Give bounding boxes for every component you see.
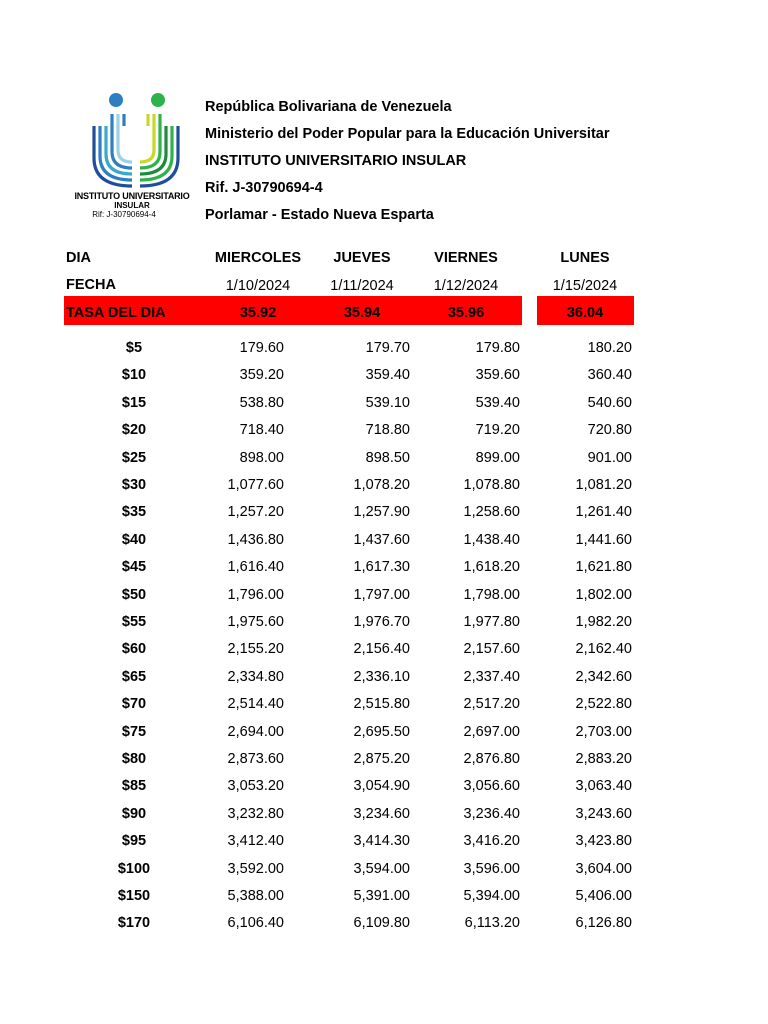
value-cell: 2,517.20 (463, 696, 520, 713)
dia-label: DIA (66, 250, 91, 266)
value-cell: 1,798.00 (463, 586, 520, 603)
value-cell: 6,113.20 (464, 915, 520, 932)
table-row (0, 635, 768, 662)
amount-cell: $95 (121, 833, 147, 850)
table-row (0, 444, 768, 471)
value-cell: 1,616.40 (227, 559, 284, 576)
rate-cell: 35.92 (239, 305, 277, 321)
logo-text-institute: INSTITUTO UNIVERSITARIO (74, 191, 190, 201)
value-cell: 5,394.00 (463, 888, 520, 904)
date-cell: 1/15/2024 (552, 278, 618, 294)
value-cell: 3,412.40 (227, 833, 284, 850)
amount-cell: $90 (121, 805, 147, 822)
value-cell: 3,234.60 (353, 805, 410, 822)
table-row (0, 718, 768, 745)
value-cell: 1,257.20 (227, 504, 284, 521)
amount-cell: $55 (121, 614, 147, 630)
table-row (0, 855, 768, 882)
value-cell: 2,697.00 (463, 723, 520, 740)
table-row (0, 361, 768, 388)
table-row (0, 827, 768, 854)
value-cell: 898.00 (239, 449, 284, 466)
value-cell: 1,078.80 (463, 477, 520, 493)
value-cell: 6,109.80 (353, 915, 410, 932)
value-cell: 3,423.80 (575, 833, 632, 850)
logo-text-insular: INSULAR (114, 201, 150, 210)
value-cell: 718.80 (365, 422, 410, 439)
value-cell: 3,592.00 (227, 860, 284, 877)
value-cell: 179.80 (475, 340, 520, 356)
amount-cell: $100 (117, 860, 151, 877)
fecha-label: FECHA (66, 277, 116, 293)
value-cell: 359.40 (365, 367, 410, 384)
table-row (0, 772, 768, 799)
value-cell: 1,081.20 (575, 477, 632, 493)
value-cell: 2,695.50 (353, 723, 410, 740)
header-republic: República Bolivariana de Venezuela (205, 99, 452, 115)
amount-cell: $40 (121, 531, 147, 548)
value-cell: 3,053.20 (227, 778, 284, 795)
table-row (0, 389, 768, 416)
value-cell: 359.60 (475, 367, 520, 384)
value-cell: 3,056.60 (463, 778, 520, 795)
table-row (0, 471, 768, 498)
amount-cell: $85 (121, 778, 147, 795)
value-cell: 6,126.80 (575, 915, 632, 932)
table-row (0, 498, 768, 525)
value-cell: 2,342.60 (575, 668, 632, 685)
table-row (0, 416, 768, 443)
amount-cell: $45 (121, 559, 147, 576)
value-cell: 719.20 (475, 422, 520, 439)
table-row (0, 882, 768, 909)
value-cell: 1,796.00 (227, 586, 284, 603)
day-heading: VIERNES (434, 250, 498, 266)
value-cell: 3,604.00 (575, 860, 632, 877)
value-cell: 2,515.80 (353, 696, 410, 713)
value-cell: 539.40 (475, 394, 520, 411)
table-row (0, 909, 768, 936)
value-cell: 720.80 (587, 422, 632, 439)
value-cell: 2,336.10 (353, 668, 410, 685)
amount-cell: $25 (121, 449, 147, 466)
value-cell: 180.20 (587, 340, 632, 356)
amount-cell: $35 (121, 504, 147, 521)
amount-cell: $75 (121, 723, 147, 740)
table-row (0, 553, 768, 580)
tasa-label: TASA DEL DIA (66, 305, 166, 321)
amount-cell: $50 (121, 586, 147, 603)
value-cell: 1,617.30 (353, 559, 410, 576)
value-cell: 179.70 (365, 340, 410, 356)
value-cell: 3,596.00 (463, 860, 520, 877)
value-cell: 359.20 (239, 367, 284, 384)
value-cell: 2,703.00 (575, 723, 632, 740)
header-rif: Rif. J-30790694-4 (205, 180, 323, 196)
table-row (0, 690, 768, 717)
value-cell: 1,975.60 (227, 614, 284, 630)
table-row (0, 334, 768, 361)
value-cell: 1,802.00 (575, 586, 632, 603)
day-heading: JUEVES (333, 250, 391, 266)
value-cell: 2,883.20 (575, 751, 632, 767)
value-cell: 2,514.40 (227, 696, 284, 713)
amount-cell: $80 (121, 751, 147, 767)
value-cell: 360.40 (587, 367, 632, 384)
value-cell: 179.60 (239, 340, 284, 356)
table-row (0, 800, 768, 827)
value-cell: 1,976.70 (353, 614, 410, 630)
value-cell: 1,618.20 (463, 559, 520, 576)
value-cell: 2,155.20 (227, 641, 284, 658)
value-cell: 899.00 (475, 449, 520, 466)
table-row (0, 581, 768, 608)
rate-cell: 35.96 (447, 305, 485, 321)
document-header (205, 94, 655, 229)
value-cell: 3,416.20 (463, 833, 520, 850)
date-cell: 1/11/2024 (330, 278, 394, 294)
amount-cell: $30 (121, 477, 147, 493)
amount-cell: $150 (117, 888, 151, 904)
value-cell: 718.40 (239, 422, 284, 439)
value-cell: 1,621.80 (575, 559, 632, 576)
value-cell: 2,522.80 (575, 696, 632, 713)
table-row (0, 663, 768, 690)
value-cell: 1,982.20 (575, 614, 632, 630)
value-cell: 6,106.40 (227, 915, 284, 932)
table-row (0, 745, 768, 772)
value-cell: 1,078.20 (353, 477, 410, 493)
value-cell: 1,797.00 (353, 586, 410, 603)
value-cell: 2,334.80 (227, 668, 284, 685)
amount-cell: $170 (117, 915, 151, 932)
value-cell: 2,876.80 (463, 751, 520, 767)
value-cell: 538.80 (239, 394, 284, 411)
value-cell: 2,162.40 (575, 641, 632, 658)
value-cell: 5,388.00 (227, 888, 284, 904)
logo-emblem (66, 92, 198, 192)
header-location: Porlamar - Estado Nueva Esparta (205, 207, 434, 223)
value-cell: 5,391.00 (353, 888, 410, 904)
date-cell: 1/10/2024 (225, 278, 291, 294)
institute-logo (66, 92, 198, 222)
value-cell: 3,054.90 (353, 778, 410, 795)
value-cell: 1,436.80 (227, 531, 284, 548)
amount-cell: $15 (121, 394, 147, 411)
amount-cell: $5 (125, 340, 143, 356)
value-cell: 1,261.40 (575, 504, 632, 521)
value-cell: 3,063.40 (575, 778, 632, 795)
table-row (0, 608, 768, 635)
value-cell: 3,594.00 (353, 860, 410, 877)
amount-cell: $60 (121, 641, 147, 658)
value-cell: 539.10 (365, 394, 410, 411)
amount-cell: $65 (121, 668, 147, 685)
value-cell: 1,258.60 (463, 504, 520, 521)
day-heading: LUNES (560, 250, 610, 266)
value-cell: 1,077.60 (227, 477, 284, 493)
logo-text-rif: Rif: J-30790694-4 (92, 210, 156, 219)
amount-cell: $20 (121, 422, 147, 439)
rate-cell: 35.94 (343, 305, 381, 321)
amount-cell: $10 (121, 367, 147, 384)
value-cell: 2,694.00 (227, 723, 284, 740)
day-heading: MIERCOLES (214, 250, 302, 266)
value-cell: 901.00 (587, 449, 632, 466)
value-cell: 1,257.90 (353, 504, 410, 521)
value-cell: 1,977.80 (463, 614, 520, 630)
value-cell: 2,337.40 (463, 668, 520, 685)
value-cell: 898.50 (365, 449, 410, 466)
value-cell: 3,236.40 (463, 805, 520, 822)
value-cell: 3,243.60 (575, 805, 632, 822)
value-cell: 1,437.60 (353, 531, 410, 548)
header-ministry: Ministerio del Poder Popular para la Educación Universitar (205, 126, 610, 142)
date-cell: 1/12/2024 (433, 278, 499, 294)
table-row (0, 526, 768, 553)
value-cell: 3,232.80 (227, 805, 284, 822)
value-cell: 5,406.00 (575, 888, 632, 904)
value-cell: 540.60 (587, 394, 632, 411)
header-institute: INSTITUTO UNIVERSITARIO INSULAR (205, 153, 467, 169)
value-cell: 2,875.20 (353, 751, 410, 767)
value-cell: 3,414.30 (353, 833, 410, 850)
rate-cell: 36.04 (566, 305, 604, 321)
value-cell: 2,873.60 (227, 751, 284, 767)
logo-green-dot (151, 93, 165, 107)
value-cell: 1,438.40 (463, 531, 520, 548)
value-cell: 1,441.60 (575, 531, 632, 548)
value-cell: 2,156.40 (353, 641, 410, 658)
value-cell: 2,157.60 (463, 641, 520, 658)
amount-cell: $70 (121, 696, 147, 713)
logo-blue-dot (109, 93, 123, 107)
